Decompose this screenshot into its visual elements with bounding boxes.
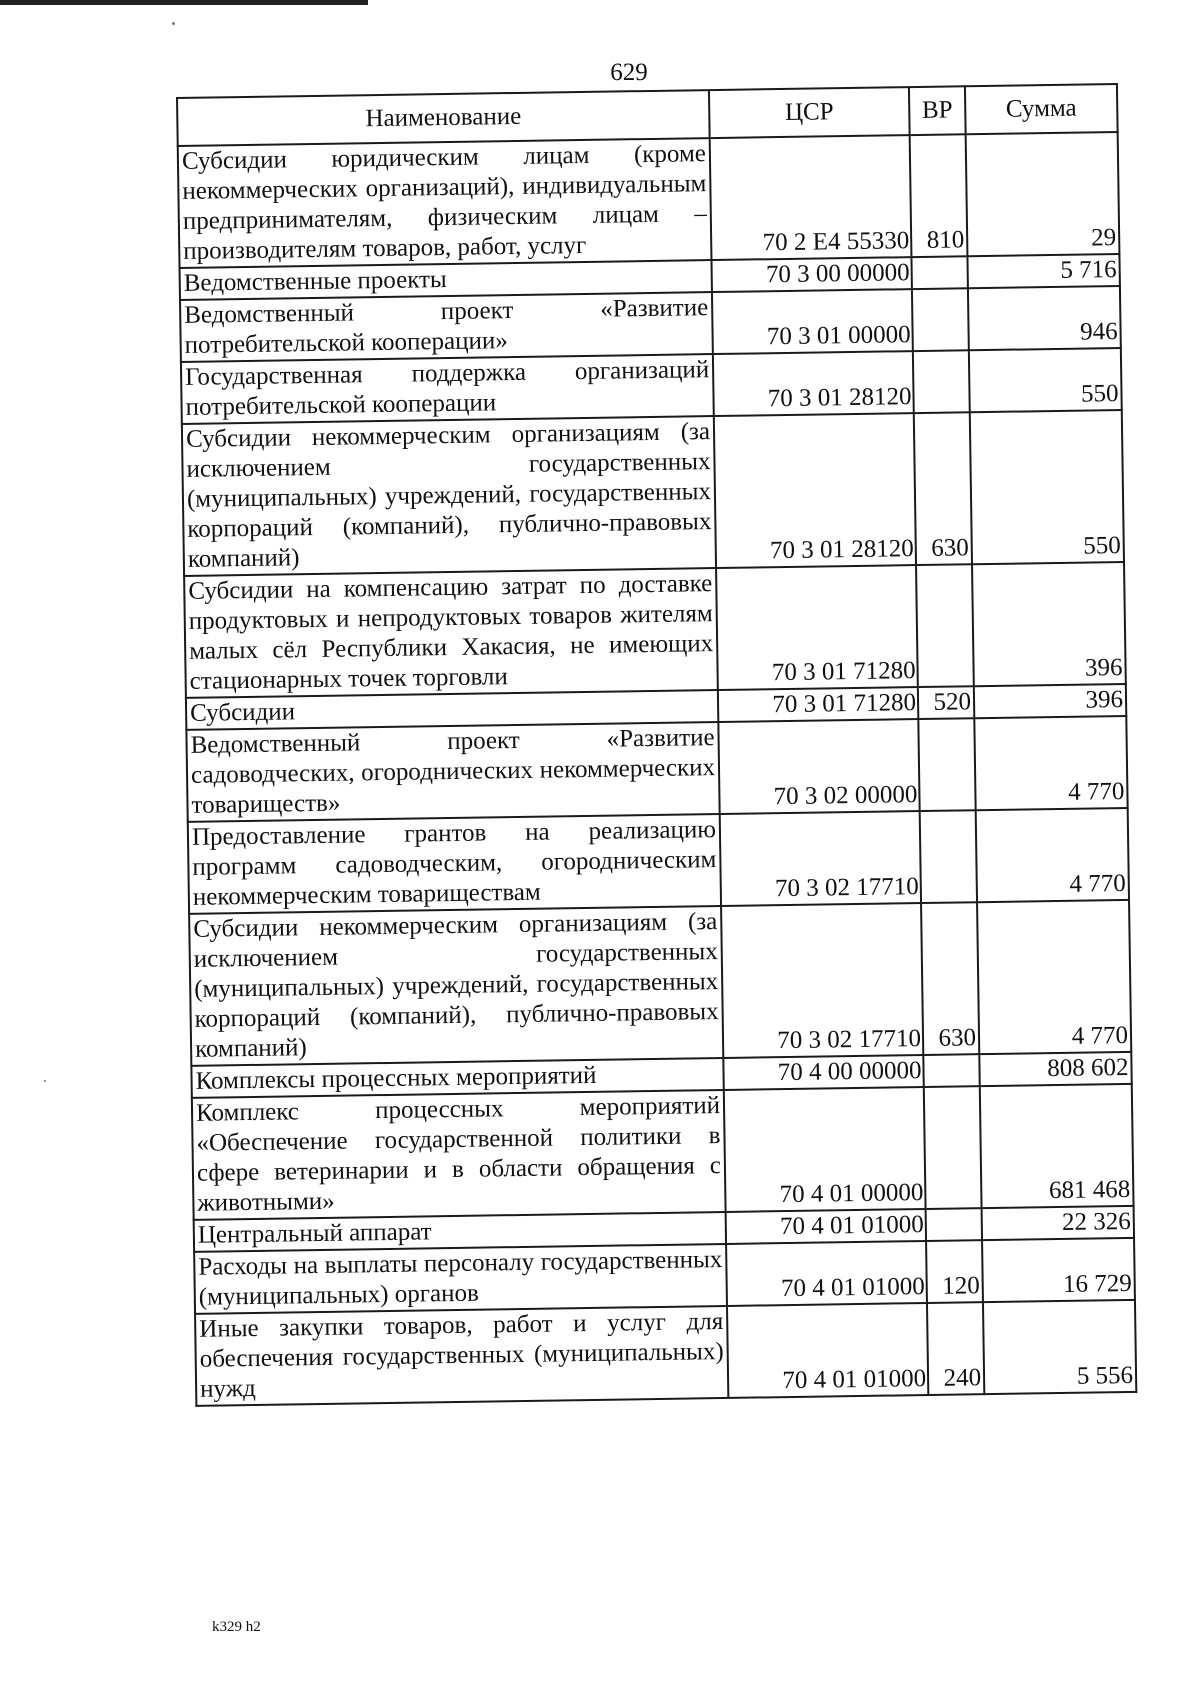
row-name: Комплексы процессных мероприятий <box>191 1058 723 1098</box>
row-sum: 29 <box>966 132 1120 256</box>
row-name: Иные закупки товаров, работ и услуг для обеспечения государственных (муниципальных) нужд <box>195 1306 728 1406</box>
table-row <box>195 1300 1136 1406</box>
table-row <box>178 132 1120 268</box>
row-sum: 4 770 <box>977 900 1131 1054</box>
row-vr <box>924 1086 982 1209</box>
row-csr: 70 4 01 01000 <box>727 1303 928 1398</box>
row-name: Субсидии юридическим лицам (кроме некоммерческих организаций), индивидуальным предпринимателям, физическим лицам – производителям товаров, работ, услуг <box>178 138 712 268</box>
row-vr: 520 <box>918 686 974 719</box>
scan-speck <box>44 1080 46 1082</box>
row-name: Комплекс процессных мероприятий «Обеспечение государственной политики в сфере ветеринарии и в области обращения с животными» <box>192 1090 726 1220</box>
row-vr <box>918 718 975 811</box>
row-name: Субсидии <box>186 690 718 730</box>
row-name: Предоставление грантов на реализацию программ садоводческим, огородническим некоммерческим товариществам <box>188 814 721 914</box>
row-vr <box>911 256 967 289</box>
row-csr: 70 3 02 00000 <box>718 719 919 814</box>
row-csr: 70 3 01 71280 <box>716 565 918 690</box>
row-vr <box>920 810 977 903</box>
row-csr: 70 4 01 01000 <box>726 1209 926 1244</box>
table-row <box>192 1084 1134 1220</box>
row-sum: 946 <box>968 286 1121 350</box>
table-row <box>184 562 1126 698</box>
row-sum: 681 468 <box>980 1084 1134 1208</box>
footer-code: k329 h2 <box>212 1619 261 1635</box>
row-csr: 70 3 01 00000 <box>712 289 913 354</box>
row-sum: 550 <box>969 348 1122 412</box>
row-name: Государственная поддержка организаций потребительской кооперации <box>181 354 714 424</box>
table-row <box>186 716 1127 822</box>
table-row <box>188 808 1129 914</box>
row-csr: 70 3 00 00000 <box>711 257 911 292</box>
row-csr: 70 4 01 00000 <box>724 1087 926 1212</box>
top-scan-rule <box>0 0 368 5</box>
row-name: Ведомственные проекты <box>180 260 712 300</box>
table-row <box>189 900 1131 1066</box>
row-name: Субсидии некоммерческим организациям (за исключением государственных (муниципальных) учреждений, государственных корпораций (компаний), публично-правовых компаний) <box>182 416 716 576</box>
row-vr: 120 <box>926 1240 983 1303</box>
row-sum: 396 <box>974 684 1126 718</box>
row-name: Центральный аппарат <box>194 1212 726 1252</box>
row-name: Ведомственный проект «Развитие потребительской кооперации» <box>180 292 713 362</box>
row-csr: 70 4 00 00000 <box>723 1055 923 1090</box>
row-vr: 240 <box>927 1302 984 1395</box>
row-csr: 70 4 01 01000 <box>726 1241 927 1306</box>
row-csr: 70 3 02 17710 <box>720 811 921 906</box>
row-vr <box>923 1054 979 1087</box>
row-sum: 5 716 <box>967 254 1119 288</box>
row-vr: 630 <box>921 902 979 1055</box>
row-csr: 70 3 02 17710 <box>721 903 923 1058</box>
row-csr: 70 3 01 71280 <box>718 687 918 722</box>
row-sum: 22 326 <box>982 1206 1134 1240</box>
header-csr: ЦСР <box>709 87 910 138</box>
row-name: Расходы на выплаты персоналу государственных (муниципальных) органов <box>194 1244 727 1314</box>
header-vr: ВР <box>909 86 966 135</box>
row-name: Субсидии некоммерческим организациям (за исключением государственных (муниципальных) учреждений, государственных корпораций (компаний), публично-правовых компаний) <box>189 906 723 1066</box>
row-vr <box>912 288 969 351</box>
row-csr: 70 3 01 28120 <box>714 413 916 568</box>
header-name: Наименование <box>177 90 710 146</box>
row-vr <box>913 350 970 413</box>
row-vr <box>916 564 974 687</box>
row-sum: 16 729 <box>982 1238 1135 1302</box>
row-name: Ведомственный проект «Развитие садоводческих, огороднических некоммерческих товариществ» <box>186 722 719 822</box>
row-sum: 5 556 <box>983 1300 1136 1394</box>
row-csr: 70 3 01 28120 <box>713 351 914 416</box>
row-name: Субсидии на компенсацию затрат по доставке продуктовых и непродуктовых товаров жителям малых сёл Республики Хакасия, не имеющих стационарных точек торговли <box>184 568 718 698</box>
row-vr: 810 <box>910 134 968 257</box>
row-sum: 396 <box>972 562 1126 686</box>
page-number: 629 <box>610 59 648 86</box>
table-row <box>182 410 1124 576</box>
row-sum: 4 770 <box>974 716 1127 810</box>
row-sum: 808 602 <box>979 1052 1131 1086</box>
budget-table <box>176 83 1137 1407</box>
row-csr: 70 2 Е4 55330 <box>710 135 912 260</box>
row-vr <box>926 1208 982 1241</box>
header-sum: Сумма <box>965 84 1118 134</box>
row-vr: 630 <box>914 412 972 565</box>
row-sum: 4 770 <box>976 808 1129 902</box>
row-sum: 550 <box>970 410 1124 564</box>
scan-speck <box>172 22 175 25</box>
